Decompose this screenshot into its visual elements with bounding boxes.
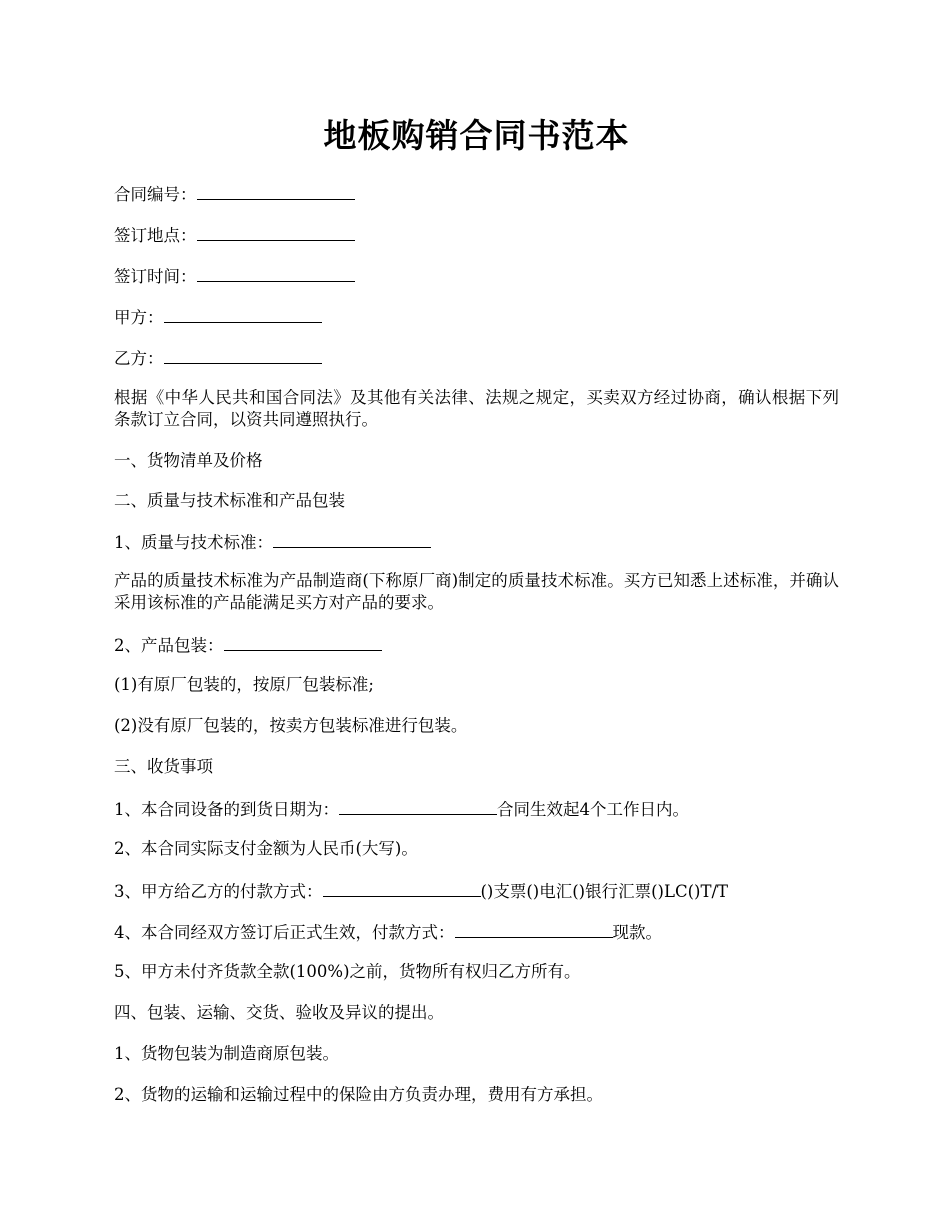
packaging-field xyxy=(114,633,839,657)
delivery-date-blank xyxy=(339,797,497,815)
quality-standard-label: 1、质量与技术标准： xyxy=(114,533,273,552)
section-2-heading: 二、质量与技术标准和产品包装 xyxy=(114,491,345,510)
party-a-field xyxy=(114,305,839,329)
preamble-paragraph: 根据《中华人民共和国合同法》及其他有关法律、法规之规定，买卖双方经过协商，确认根据下列条款订立合同，以资共同遵照执行。 xyxy=(114,388,839,429)
signing-place-field xyxy=(114,223,839,247)
party-a-blank xyxy=(164,305,322,323)
party-b-field xyxy=(114,346,839,370)
delivery-date-suffix: 合同生效起4个工作日内。 xyxy=(497,800,689,819)
contract-number-label: 合同编号： xyxy=(114,185,197,204)
packaging-manufacturer-item: 1、货物包装为制造商原包装。 xyxy=(114,1044,339,1063)
section-4-heading: 四、包装、运输、交货、验收及异议的提出。 xyxy=(114,1003,444,1022)
signing-time-label: 签订时间： xyxy=(114,267,197,286)
party-b-blank xyxy=(164,346,322,364)
effective-payment-field xyxy=(114,920,839,944)
packaging-blank xyxy=(224,633,382,651)
effective-payment-suffix: 现款。 xyxy=(612,923,662,942)
transport-insurance-item: 2、货物的运输和运输过程中的保险由方负责办理，费用有方承担。 xyxy=(114,1085,603,1104)
document-title: 地板购销合同书范本 xyxy=(323,116,630,155)
signing-time-blank xyxy=(197,264,355,282)
quality-standard-blank xyxy=(273,530,431,548)
delivery-date-field xyxy=(114,797,839,821)
quality-standard-paragraph: 产品的质量技术标准为产品制造商(下称原厂商)制定的质量技术标准。买方已知悉上述标准，并确认采用该标准的产品能满足买方对产品的要求。 xyxy=(114,571,839,612)
signing-time-field xyxy=(114,264,839,288)
effective-payment-blank xyxy=(455,920,613,938)
packaging-label: 2、产品包装： xyxy=(114,636,224,655)
contract-number-blank xyxy=(197,182,355,200)
payment-method-options: ()支票()电汇()银行汇票()LC()T/T xyxy=(480,882,729,901)
section-3-heading: 三、收货事项 xyxy=(114,757,213,776)
party-b-label: 乙方： xyxy=(114,349,164,368)
section-1-heading: 一、货物清单及价格 xyxy=(114,451,263,470)
quality-standard-field xyxy=(114,530,839,554)
payment-method-label: 3、甲方给乙方的付款方式： xyxy=(114,882,323,901)
signing-place-blank xyxy=(197,223,355,241)
delivery-date-label: 1、本合同设备的到货日期为： xyxy=(114,800,339,819)
party-a-label: 甲方： xyxy=(114,308,164,327)
payment-amount-item: 2、本合同实际支付金额为人民币(大写)。 xyxy=(114,839,418,858)
packaging-sub-1: (1)有原厂包装的，按原厂包装标准; xyxy=(114,675,374,694)
effective-payment-label: 4、本合同经双方签订后正式生效，付款方式： xyxy=(114,923,455,942)
packaging-sub-2: (2)没有原厂包装的，按卖方包装标准进行包装。 xyxy=(114,716,468,735)
payment-method-field xyxy=(114,879,839,903)
contract-number-field xyxy=(114,182,839,206)
ownership-item: 5、甲方未付齐货款全款(100%)之前，货物所有权归乙方所有。 xyxy=(114,962,581,981)
signing-place-label: 签订地点： xyxy=(114,226,197,245)
payment-method-blank xyxy=(323,879,481,897)
